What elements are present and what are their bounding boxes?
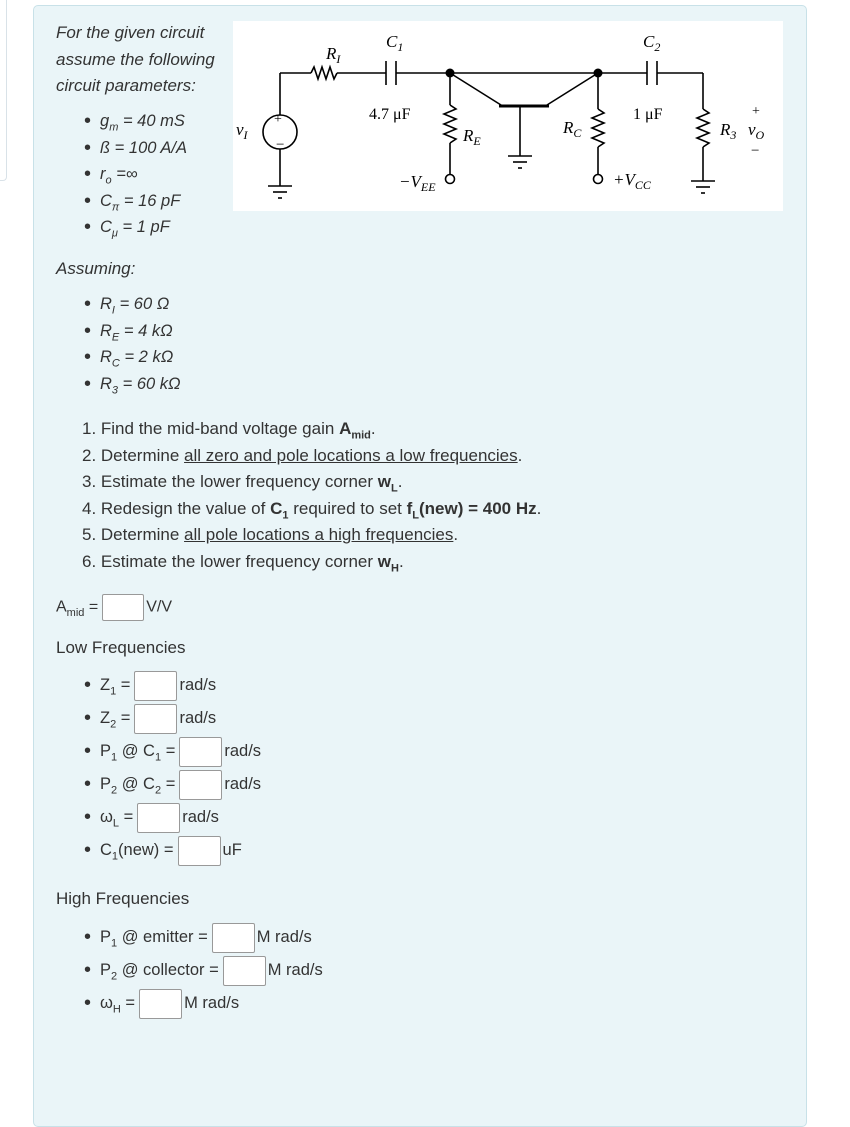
- source-minus: −: [276, 137, 285, 153]
- p1-c1-row: • $P_1$ @ $C_1 = rad/s$: [82, 735, 261, 768]
- wh-row: • $\omega_H = M$ rad/s: [82, 987, 323, 1020]
- p2-c2-input[interactable]: [179, 770, 222, 800]
- p2-c2-row: • $P_2$ @ $C_2 = rad/s$: [82, 768, 261, 801]
- z1-row: • $Z_1 = rad/s$: [82, 669, 261, 702]
- param-cmu: • $C_\mu = 1$ pF: [82, 214, 187, 241]
- p1-emitter-input[interactable]: [212, 923, 255, 953]
- adjacent-panel-edge: [0, 0, 7, 181]
- param-gm: • $g_m = 40$ mS: [82, 108, 187, 135]
- assume-rc: • $R_C = 2$ kΩ: [82, 344, 181, 371]
- param-cpi: • $C_\pi = 16$ pF: [82, 188, 187, 215]
- c2-value: 1 μF: [633, 106, 663, 123]
- vee-label: $-V_{EE}$: [399, 172, 436, 194]
- parameter-list: [82, 108, 187, 241]
- task-6: 6. Estimate the lower frequency corner $w_H$.: [82, 551, 404, 574]
- wl-input[interactable]: [137, 803, 180, 833]
- vi-label: $v_I$: [236, 120, 248, 142]
- z2-input[interactable]: [134, 704, 177, 734]
- assume-ri: • $R_I = 60$ Ω: [82, 291, 181, 318]
- wl-row: • $\omega_L = rad/s$: [82, 801, 261, 834]
- assume-r3: • $R_3 = 60$ kΩ: [82, 371, 181, 398]
- high-freq-heading: High Frequencies: [56, 889, 190, 908]
- c1-label: $C_1$: [386, 32, 404, 54]
- source-plus: +: [274, 112, 282, 127]
- low-freq-heading: Low Frequencies: [56, 638, 186, 657]
- c1-new-row: • $C_1(new)$ = uF: [82, 834, 261, 867]
- p1-emitter-row: • $P_1$ @ emitter = M rad/s: [82, 921, 323, 954]
- vcc-label: $+V_{CC}$: [613, 170, 651, 192]
- vo-label: $v_O$: [748, 120, 765, 142]
- ri-label: $R_I$: [326, 44, 341, 66]
- p1-c1-input[interactable]: [179, 737, 222, 767]
- rc-label: $R_C$: [563, 118, 582, 140]
- vo-minus: −: [751, 143, 760, 159]
- task-4: 4. Redesign the value of $C_1$ required to set $f_L(new) = 400$ Hz.: [82, 498, 542, 521]
- circuit-diagram: [233, 21, 783, 211]
- z2-row: • $Z_2 = rad/s$: [82, 702, 261, 735]
- assumption-list: [82, 291, 181, 397]
- low-freq-list: [82, 669, 261, 867]
- assuming-heading: Assuming:: [56, 259, 136, 278]
- assume-re: • $R_E = 4$ kΩ: [82, 318, 181, 345]
- z1-input[interactable]: [134, 671, 177, 701]
- intro-text: For the given circuit assume the following circuit parameters:: [56, 23, 215, 95]
- task-1: 1. Find the mid-band voltage gain $A_{mid}$.: [82, 419, 376, 442]
- task-5: 5. Determine all pole locations a high frequencies.: [82, 525, 459, 544]
- task-list: [82, 416, 541, 575]
- param-beta: • ß = 100 A/A: [82, 135, 187, 162]
- wh-input[interactable]: [139, 989, 182, 1019]
- p2-collector-row: • $P_2$ @ collector = M rad/s: [82, 954, 323, 987]
- c2-label: $C_2$: [643, 32, 661, 54]
- high-freq-list: [82, 921, 323, 1020]
- p2-collector-input[interactable]: [223, 956, 266, 986]
- task-2: 2. Determine all zero and pole locations a low frequencies.: [82, 445, 523, 465]
- amid-input[interactable]: [102, 594, 144, 621]
- r3-label: $R_3$: [720, 120, 737, 142]
- re-label: $R_E$: [463, 126, 481, 148]
- c1-new-input[interactable]: [178, 836, 221, 866]
- c1-value: 4.7 μF: [369, 106, 411, 123]
- circuit-svg: [233, 21, 783, 211]
- param-ro: • $r_o$ =∞: [82, 161, 187, 188]
- task-3: 3. Estimate the lower frequency corner $w_L$.: [82, 472, 403, 495]
- amid-row: $A_{mid} = V/V$: [56, 594, 172, 621]
- vo-plus: +: [752, 104, 760, 119]
